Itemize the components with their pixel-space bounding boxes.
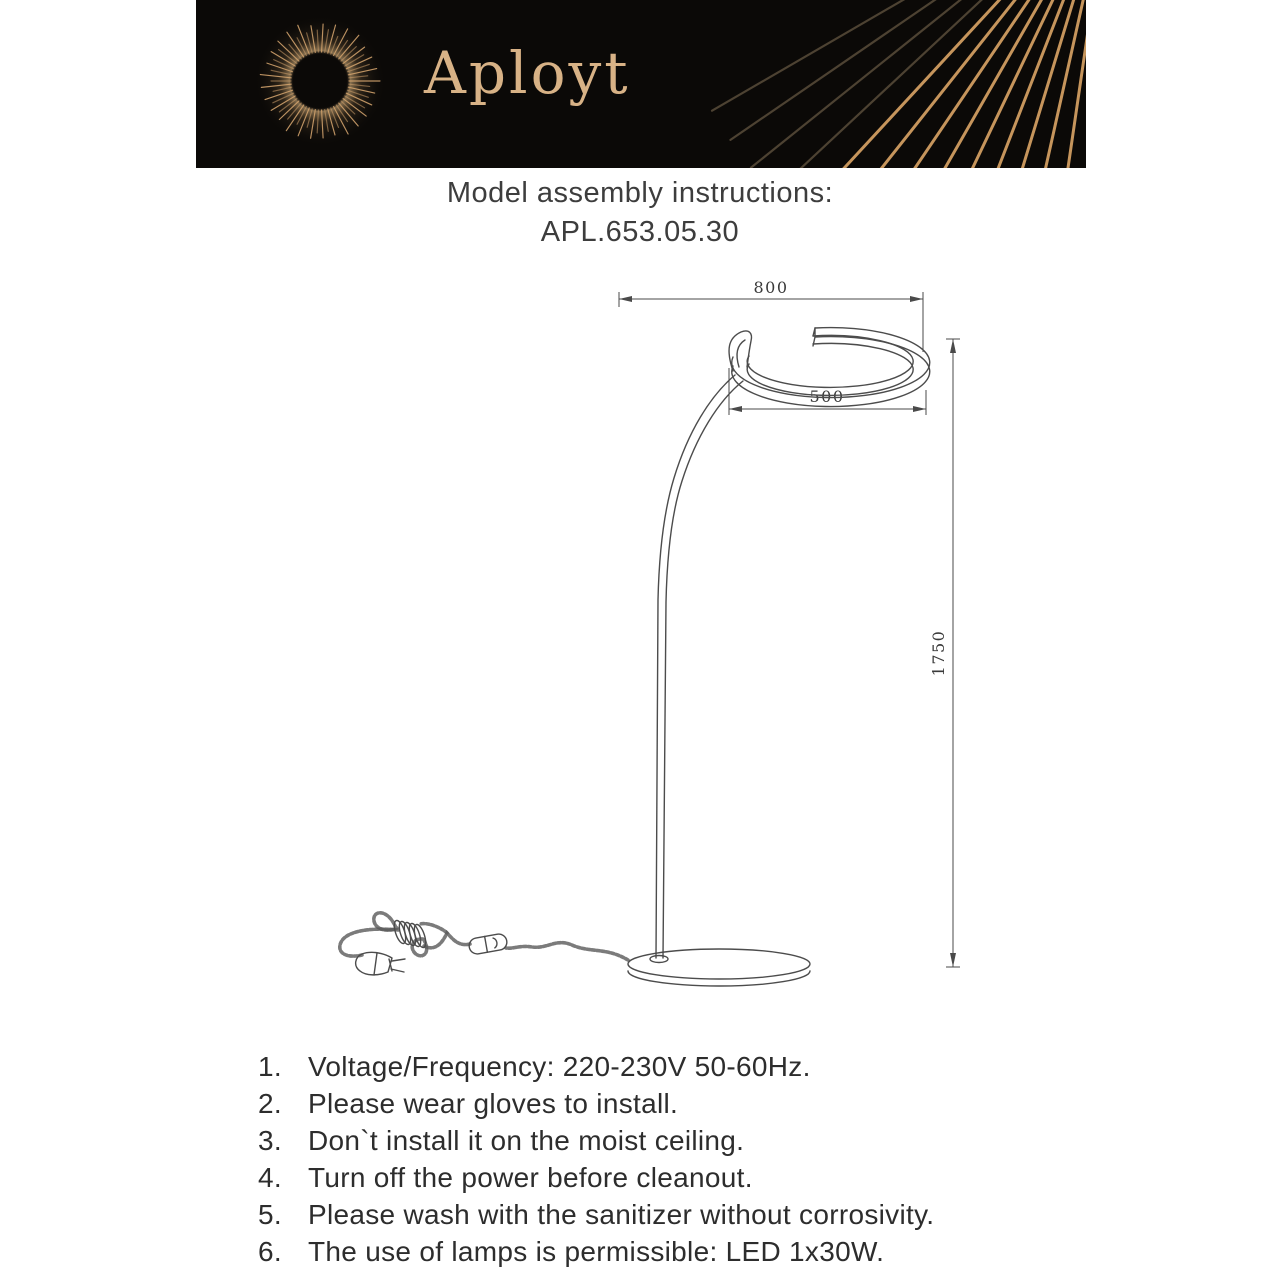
instruction-item — [258, 1196, 1118, 1233]
instruction-number: 4. — [258, 1162, 282, 1193]
instruction-text: The use of lamps is permissible: LED 1x30W. — [308, 1236, 885, 1267]
lamp-base — [628, 949, 810, 986]
instructions-list — [258, 1048, 1118, 1270]
title-line: Model assembly instructions: — [446, 177, 834, 209]
brand-name: Aployt — [424, 39, 631, 107]
dimension-label-1750: 1750 — [929, 629, 948, 677]
instruction-text: Voltage/Frequency: 220-230V 50-60Hz. — [308, 1051, 811, 1082]
instruction-number: 6. — [258, 1236, 282, 1267]
instruction-number: 5. — [258, 1199, 282, 1230]
instruction-text: Don`t install it on the moist ceiling. — [308, 1125, 745, 1156]
instruction-text: Turn off the power before cleanout. — [308, 1162, 753, 1193]
instruction-text: Please wash with the sanitizer without corrosivity. — [308, 1199, 935, 1230]
instruction-number: 2. — [258, 1088, 282, 1119]
instruction-item — [258, 1085, 1118, 1122]
instruction-number: 1. — [258, 1051, 282, 1082]
inline-switch-icon — [468, 933, 508, 955]
dimension-label-800: 800 — [753, 278, 789, 297]
instruction-item — [258, 1159, 1118, 1196]
dimension-label-500: 500 — [809, 387, 845, 406]
instruction-item — [258, 1122, 1118, 1159]
instruction-item — [258, 1048, 1118, 1085]
lamp-arm — [656, 375, 743, 958]
instruction-number: 3. — [258, 1125, 282, 1156]
dimension-height — [929, 339, 960, 967]
model-number: APL.653.05.30 — [540, 216, 740, 248]
instruction-item — [258, 1233, 1118, 1270]
instruction-text: Please wear gloves to install. — [308, 1088, 679, 1119]
